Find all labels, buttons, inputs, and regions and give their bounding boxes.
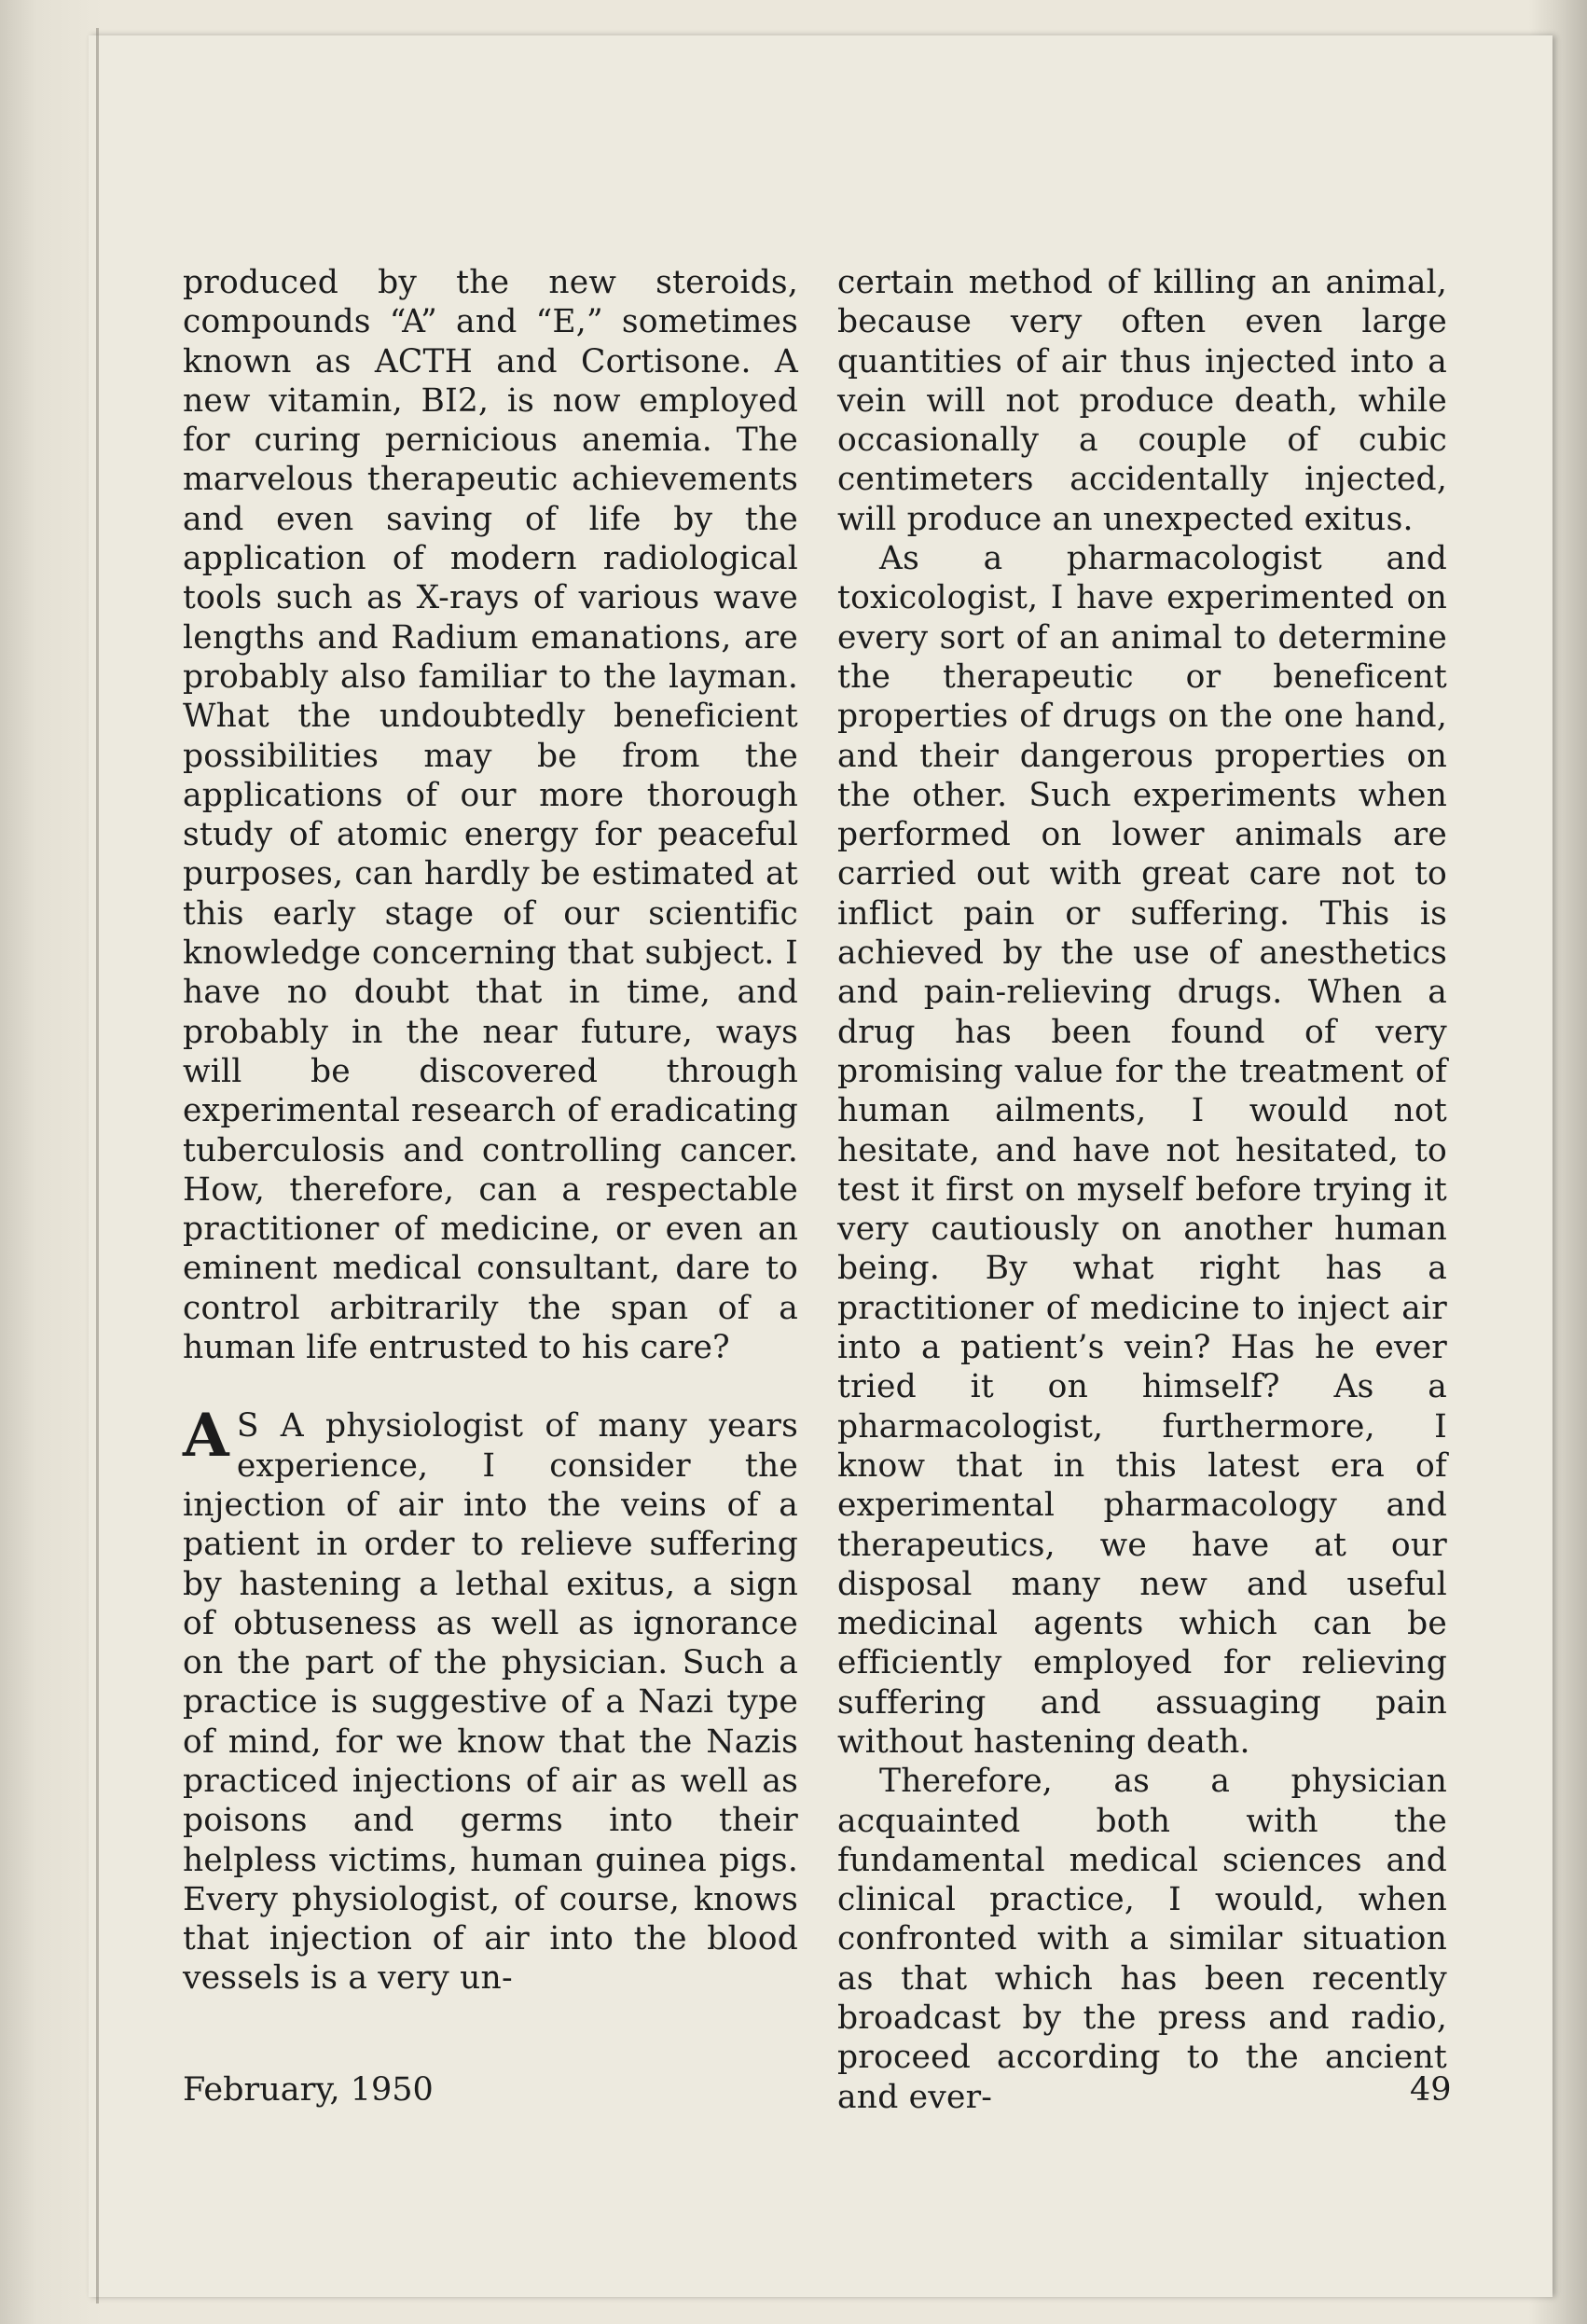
left-paragraph-2 [183,1401,798,1998]
drop-cap: A [183,1401,229,1472]
right-paragraph-1: certain method of killing an animal, because very often even large quantities of air thus injected into a vein will not produce death, while occasionally a couple of cubic centimeters accidentally injected, will produce an unexpected exitus. [837,264,1447,538]
paragraph-gap [183,1367,798,1406]
page-number: 49 [1410,2071,1452,2109]
right-paragraph-3: Therefore, as a physician acquainted both with the fundamental medical sciences and clinical practice, I would, when confronted with a similar situation as that which has been recently broadcast by the press and radio, proceed according to the ancient and ever- [837,1763,1447,2116]
right-paragraph-2: As a pharmacologist and toxicologist, I have experimented on every sort of an animal to determine the therapeutic or beneficent properties of drugs on the one hand, and their dangerous properties on the other. Such experiments when performed on lower animals are carried out with great care not to inflict pain or suffering. This is achieved by the use of anesthetics and pain-relieving drugs. When a drug has been found of very promising value for the treatment of human ailments, I would not hesitate, and have not hesitated, to test it first on myself before trying it very cautiously on another human being. By what right has a practitioner of medicine to inject air into a patient’s vein? Has he ever tried it on himself? As a pharmacologist, furthermore, I know that in this latest era of experimental pharmacology and therapeutics, we have at our disposal many new and useful medicinal agents which can be efficiently employed for relieving suffering and assuaging pain without hastening death. [837,540,1447,1761]
footer-date: February, 1950 [183,2071,434,2109]
left-column [183,263,798,1999]
binding-edge [96,28,99,2303]
left-paragraph-2-text: S A physiologist of many years experience, I consider the injection of air into the veins of a patient in order to relieve suffering by hastening a lethal exitus, a sign of obtuseness as well as ignorance on the part of the physician. Such a practice is suggestive of a Nazi type of mind, for we know that the Nazis practiced injections of air as well as poisons and germs into their helpless victims, human guinea pigs. Every physiologist, of course, knows that injection of air into the blood vessels is a very un- [183,1407,798,1998]
right-column [837,263,1447,2117]
left-paragraph-1: produced by the new steroids, compounds “A” and “E,” sometimes known as ACTH and Cortisone. A new vitamin, BI2, is now employed for curing pernicious anemia. The marvelous therapeutic achievements and even saving of life by the application of modern radiological tools such as X-rays of various wave lengths and Radium emanations, are probably also familiar to the layman. What the undoubtedly beneficient possibilities may be from the applications of our more thorough study of atomic energy for peaceful purposes, can hardly be estimated at this early stage of our scientific knowledge concerning that subject. I have no doubt that in time, and probably in the near future, ways will be discovered through experimental research of eradicating tuberculosis and controlling cancer. How, therefore, can a respectable practitioner of medicine, or even an eminent medical consultant, dare to control arbitrarily the span of a human life entrusted to his care? [183,264,798,1367]
